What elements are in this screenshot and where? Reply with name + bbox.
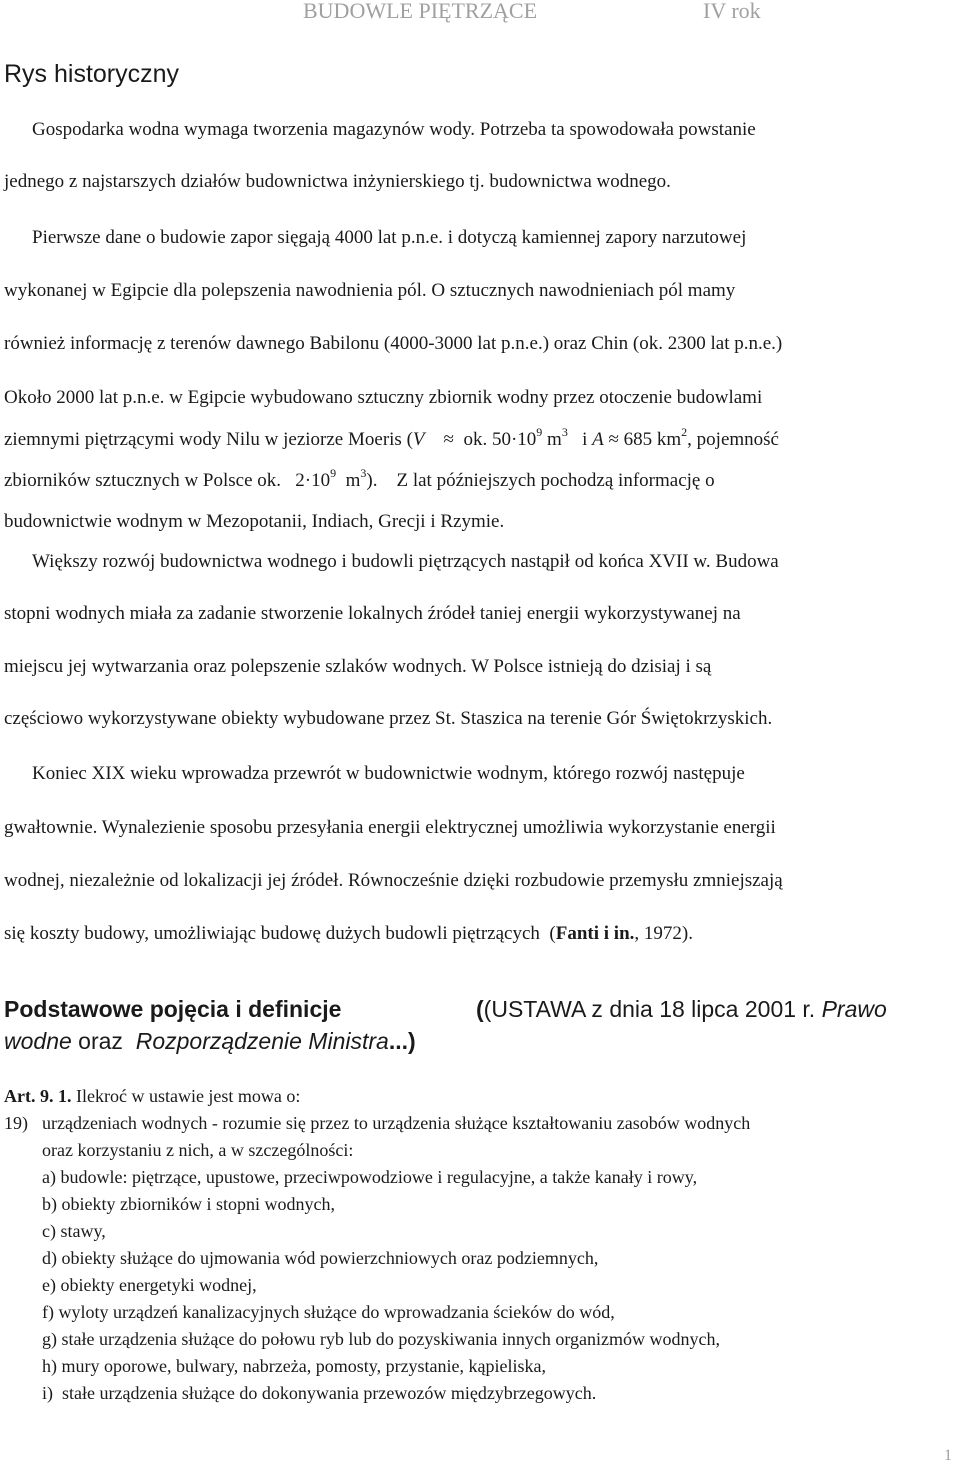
article-subitem: c) stawy,	[42, 1221, 106, 1241]
paragraph-line: wodnej, niezależnie od lokalizacji jej źródeł. Równocześnie dzięki rozbudowie przemysłu zmniejszają	[4, 870, 783, 891]
article-item-number: 19)	[4, 1113, 28, 1133]
article-subitem: d) obiekty służące do ujmowania wód powierzchniowych oraz podziemnych,	[42, 1248, 599, 1268]
article-subitem: f) wyloty urządzeń kanalizacyjnych służące do wprowadzania ścieków do wód,	[42, 1302, 615, 1322]
paragraph-line: Około 2000 lat p.n.e. w Egipcie wybudowano sztuczny zbiornik wodny przez otoczenie budowlami	[4, 387, 763, 408]
article-item-text: oraz korzystaniu z nich, a w szczególności:	[42, 1140, 354, 1160]
section-reference: ((USTAWA z dnia 18 lipca 2001 r. Prawo	[476, 996, 887, 1022]
section-reference-continued: wodne oraz Rozporządzenie Ministra...)	[4, 1028, 416, 1054]
paragraph-line-citation: się koszty budowy, umożliwiając budowę dużych budowli piętrzących (Fanti i in., 1972).	[4, 923, 693, 944]
section-title-history: Rys historyczny	[4, 60, 180, 88]
article-subitem: i) stałe urządzenia służące do dokonywania przewozów międzybrzegowych.	[42, 1383, 597, 1403]
paragraph-line-poland: zbiorników sztucznych w Polsce ok. $2\cdot 10^9$ $m^3$). Z lat późniejszych pochodzą informację o	[4, 465, 715, 491]
article-subitem: h) mury oporowe, bulwary, nabrzeża, pomosty, przystanie, kąpieliska,	[42, 1356, 547, 1376]
paragraph-line: jednego z najstarszych działów budownictwa inżynierskiego tj. budownictwa wodnego.	[4, 171, 671, 192]
paragraph-line: Pierwsze dane o budowie zapor sięgają 4000 lat p.n.e. i dotyczą kamiennej zapory narzutowej	[32, 227, 747, 248]
paragraph-line: wykonanej w Egipcie dla polepszenia nawodnienia pól. O sztucznych nawodnieniach pól mamy	[4, 280, 736, 301]
article-subitem: b) obiekty zbiorników i stopni wodnych,	[42, 1194, 335, 1214]
paragraph-line: Koniec XIX wieku wprowadza przewrót w budownictwie wodnym, którego rozwój następuje	[32, 763, 745, 784]
article-subitem: g) stałe urządzenia służące do połowu ryb lub do pozyskiwania innych organizmów wodnych,	[42, 1329, 720, 1349]
paragraph-line: budownictwie wodnym w Mezopotanii, Indiach, Grecji i Rzymie.	[4, 511, 505, 532]
article-heading: Art. 9. 1. Ilekroć w ustawie jest mowa o:	[4, 1086, 301, 1106]
paragraph-line: Gospodarka wodna wymaga tworzenia magazynów wody. Potrzeba ta spowodowała powstanie	[32, 119, 756, 140]
page-number: 1	[944, 1447, 952, 1464]
article-subitem: e) obiekty energetyki wodnej,	[42, 1275, 257, 1295]
article-subitem: a) budowle: piętrzące, upustowe, przeciwpowodziowe i regulacyjne, a także kanały i rowy,	[42, 1167, 698, 1187]
paragraph-line: częściowo wykorzystywane obiekty wybudowane przez St. Staszica na terenie Gór Świętokrzyskich.	[4, 708, 773, 729]
header-year: IV rok	[703, 0, 761, 23]
article-item-text: urządzeniach wodnych - rozumie się przez to urządzenia służące kształtowaniu zasobów wodnych	[42, 1113, 751, 1133]
paragraph-line: Większy rozwój budownictwa wodnego i budowli piętrzących nastąpił od końca XVII w. Budowa	[32, 551, 779, 572]
paragraph-line: stopni wodnych miała za zadanie stworzenie lokalnych źródeł taniej energii wykorzystywanej na	[4, 603, 741, 624]
paragraph-line: miejscu jej wytwarzania oraz polepszenie szlaków wodnych. W Polsce istnieją do dzisiaj i są	[4, 656, 712, 677]
paragraph-line-moeris: ziemnymi piętrzącymi wody Nilu w jeziorze Moeris (V ≈ ok. $50\cdot 10^9$ $m^3$ i A ≈ 685 $km^2$, pojemność	[4, 424, 779, 450]
paragraph-line: gwałtownie. Wynalezienie sposobu przesyłania energii elektrycznej umożliwia wykorzystanie energii	[4, 817, 776, 838]
paragraph-line: również informację z terenów dawnego Babilonu (4000-3000 lat p.n.e.) oraz Chin (ok. 2300 lat p.n.e.)	[4, 333, 783, 354]
section-title-definitions: Podstawowe pojęcia i definicje	[4, 996, 342, 1022]
header-title: BUDOWLE PIĘTRZĄCE	[303, 0, 538, 23]
